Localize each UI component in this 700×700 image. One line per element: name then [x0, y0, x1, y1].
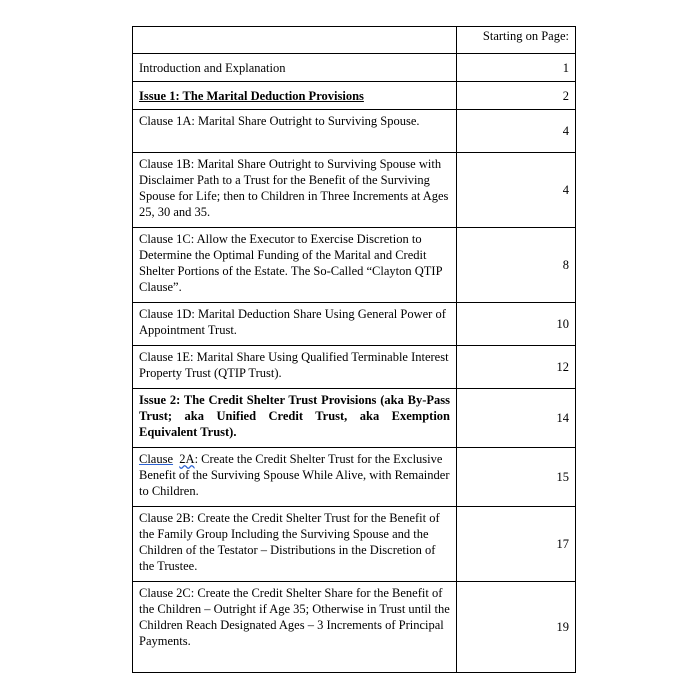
table-row [133, 153, 576, 228]
table-row [133, 389, 576, 448]
clause-word: Clause [139, 452, 174, 466]
row-page-number: 19 [457, 582, 576, 673]
row-page-number: 1 [457, 54, 576, 82]
row-page-number: 4 [457, 153, 576, 228]
row-title: Clause 1D: Marital Deduction Share Using General Power of Appointment Trust. [133, 303, 457, 346]
table-row [133, 82, 576, 110]
row-page-number: 15 [457, 448, 576, 507]
table-row [133, 228, 576, 303]
row-page-number: 8 [457, 228, 576, 303]
row-page-number: 12 [457, 346, 576, 389]
row-title-rest: : Create the Credit Shelter Trust for the Exclusive Benefit of the Surviving Spouse While Alive, with Remainder to Children. [139, 452, 450, 498]
table-row [133, 303, 576, 346]
row-page-number: 10 [457, 303, 576, 346]
table-row [133, 110, 576, 153]
issue-heading: Issue 1: The Marital Deduction Provisions [139, 88, 364, 103]
row-title: Clause 1E: Marital Share Using Qualified Terminable Interest Property Trust (QTIP Trust). [133, 346, 457, 389]
starting-page-header: Starting on Page: [457, 27, 576, 54]
row-page-number: 4 [457, 110, 576, 153]
row-title: Clause 2C: Create the Credit Shelter Share for the Benefit of the Children – Outright if Age 35; Otherwise in Trust until the Children Reach Designated Ages – 3 Increments of Principal Payments. [133, 582, 457, 673]
row-page-number: 17 [457, 507, 576, 582]
table-row [133, 54, 576, 82]
row-title-container [133, 448, 457, 507]
table-of-contents [132, 26, 576, 673]
row-title: Introduction and Explanation [133, 54, 457, 82]
row-title-container [133, 82, 457, 110]
clause-number: 2A [179, 452, 195, 466]
table-row [133, 448, 576, 507]
row-page-number: 14 [457, 389, 576, 448]
table-row [133, 582, 576, 673]
row-page-number: 2 [457, 82, 576, 110]
row-title: Clause 1B: Marital Share Outright to Surviving Spouse with Disclaimer Path to a Trust for the Benefit of the Surviving Spouse for Life; then to Children in Three Increments at Ages 25, 30 and 35. [133, 153, 457, 228]
table-row [133, 507, 576, 582]
table-header-row [133, 27, 576, 54]
issue-heading: Issue 2: The Credit Shelter Trust Provisions (aka By-Pass Trust; aka Unified Credit Trust, aka Exemption Equivalent Trust). [133, 389, 457, 448]
header-blank-cell [133, 27, 457, 54]
row-title: Clause 2B: Create the Credit Shelter Trust for the Benefit of the Family Group Including the Surviving Spouse and the Children of the Testator – Distributions in the Discretion of the Trustee. [133, 507, 457, 582]
table-row [133, 346, 576, 389]
row-title: Clause 1C: Allow the Executor to Exercise Discretion to Determine the Optimal Funding of the Marital and Credit Shelter Portions of the Estate. The So-Called “Clayton QTIP Clause”. [133, 228, 457, 303]
row-title: Clause 1A: Marital Share Outright to Surviving Spouse. [133, 110, 457, 153]
